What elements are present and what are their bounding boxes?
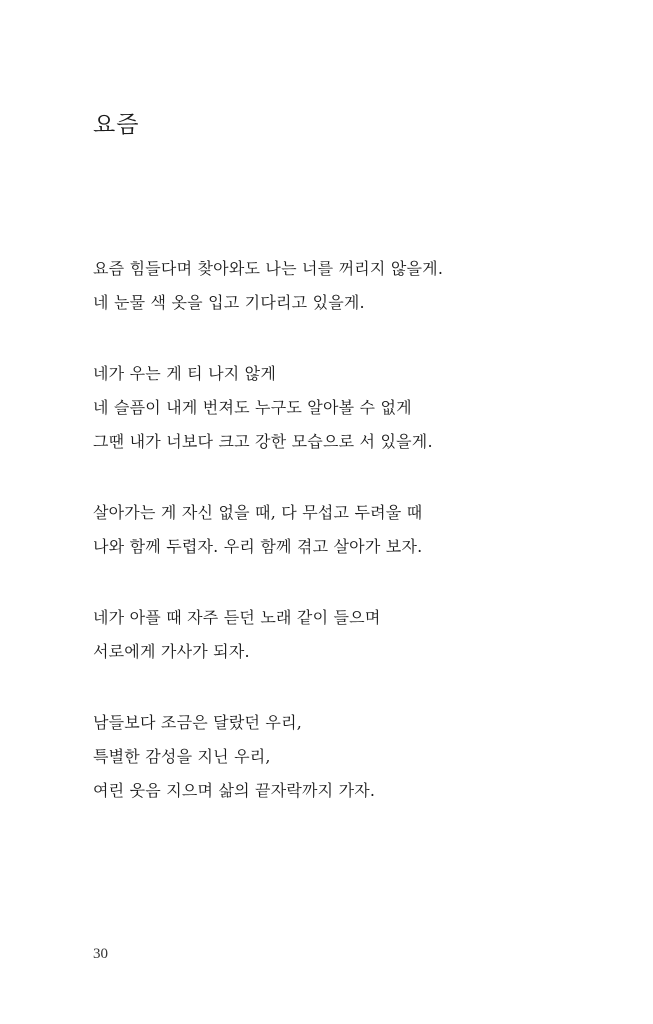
poem-line: 네가 우는 게 티 나지 않게 xyxy=(93,364,276,383)
poem-line: 살아가는 게 자신 없을 때, 다 무섭고 두려울 때 xyxy=(93,503,423,522)
poem-line: 나와 함께 두렵자. 우리 함께 겪고 살아가 보자. xyxy=(93,537,423,556)
stanza-2 xyxy=(93,357,613,459)
poem-line: 남들보다 조금은 달랐던 우리, xyxy=(93,713,303,732)
stanza-3 xyxy=(93,496,613,564)
poem-body xyxy=(93,252,613,845)
poem-line: 여린 웃음 지으며 삶의 끝자락까지 가자. xyxy=(93,781,376,800)
poem-line: 네 눈물 색 옷을 입고 기다리고 있을게. xyxy=(93,293,365,312)
poem-line: 네 슬픔이 내게 번져도 누구도 알아볼 수 없게 xyxy=(93,398,412,417)
poem-line: 네가 아플 때 자주 듣던 노래 같이 들으며 xyxy=(93,608,381,627)
poem-line: 그땐 내가 너보다 크고 강한 모습으로 서 있을게. xyxy=(93,432,433,451)
poem-line: 특별한 감성을 지닌 우리, xyxy=(93,747,271,766)
poem-title: 요즘 xyxy=(93,112,140,138)
poem-line: 요즘 힘들다며 찾아와도 나는 너를 꺼리지 않을게. xyxy=(93,259,444,278)
page-number: 30 xyxy=(93,946,108,962)
stanza-4 xyxy=(93,601,613,669)
stanza-1 xyxy=(93,252,613,320)
stanza-5 xyxy=(93,706,613,808)
poem-line: 서로에게 가사가 되자. xyxy=(93,642,250,661)
